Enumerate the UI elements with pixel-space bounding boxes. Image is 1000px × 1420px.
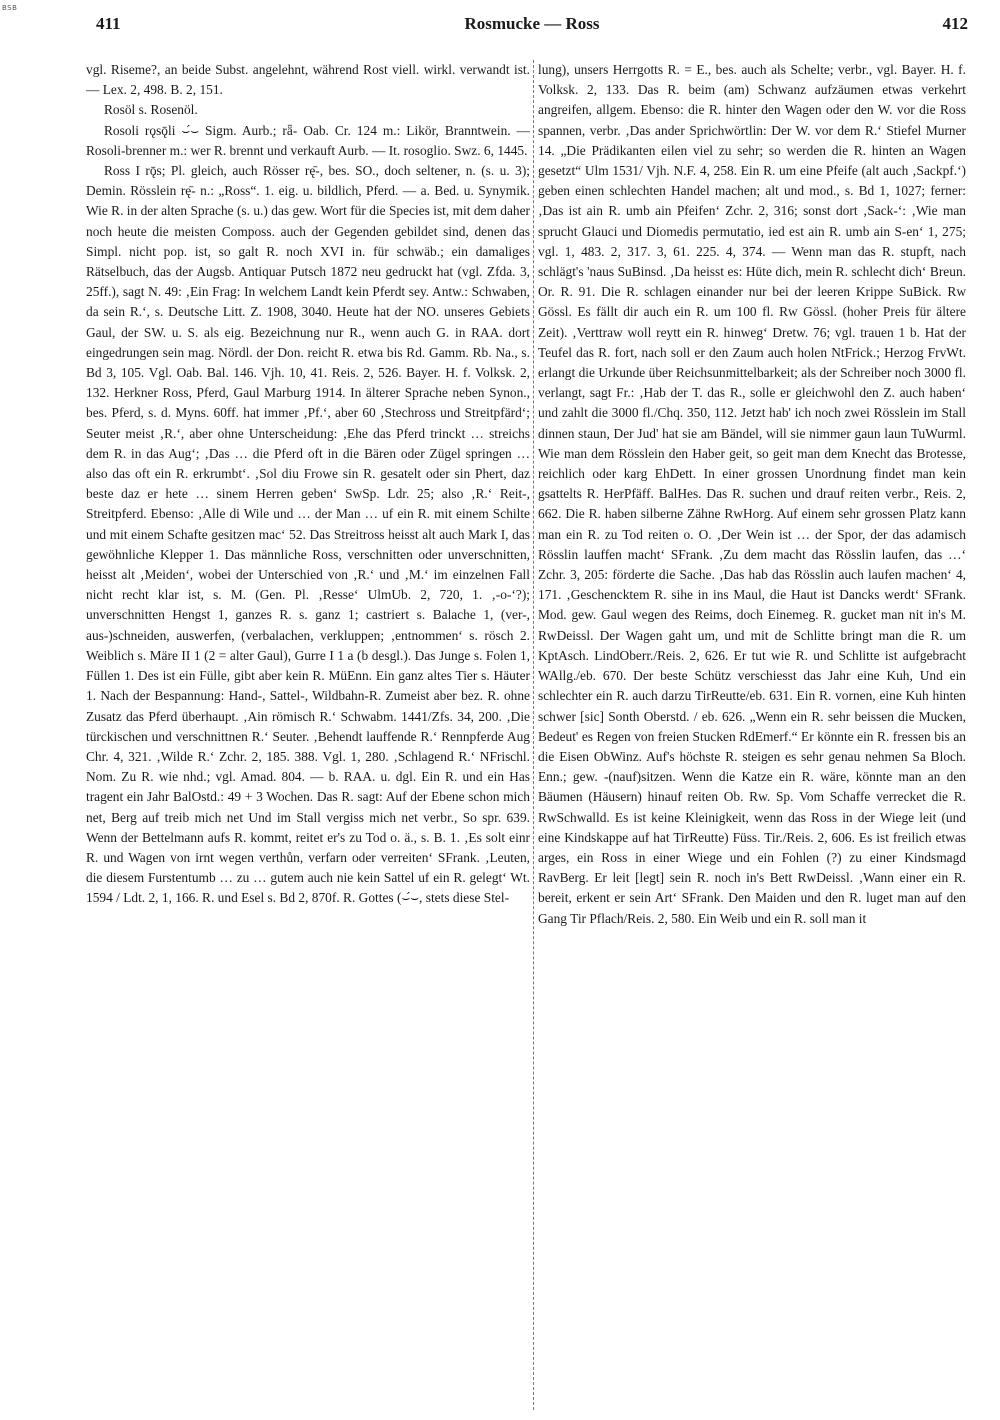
page-number-left: 411	[96, 14, 121, 33]
entry-rosol: Rosöl s. Rosenöl.	[104, 102, 198, 118]
entry-ross: Ross I rǭs; Pl. gleich, auch Rösser rę̄-, bes. SO., doch seltener, n. (s. u. 3); Demin. Rösslein rę̄- n.: „Ross“. 1. eig. u. bildlich, Pferd. — a. Bed. u. Synymik. Wie R. in der alten Sprache (s. u.) das gew. Wort für die Species ist, mit dem daher noch heute die meisten Composs. auch der Gegenden gebildet sind, denen das Simpl. nicht pop. ist, so galt R. noch XVI in. für schwäb.; ein damaliges Rätselbuch, das der Augsb. Antiquar Putsch 1872 neu gedruckt hat (vgl. Zfda. 3, 25ff.), sagt N. 49: ‚Ein Frag: In welchem Landt kein Pferdt sey. Antw.: Schwaben, da sein R.‘, s. Deutsche Litt. Z. 1908, 3040. Heute hat der NO. unseres Gebiets Gaul, der SW. u. S. als eig. Bezeichnung nur R., wenn auch G. in RAA. dort eingedrungen sein mag. Nördl. der Don. reicht R. etwa bis Rd. Gamm. Rb. Na., s. Bd 3, 105. Vgl. Oab. Bal. 146. Vjh. 10, 41. Reis. 2, 526. Bayer. H. f. Volksk. 2, 132. Herkner Ross, Pferd, Gaul Marburg 1914. In älterer Sprache neben Synon., bes. Pferd, s. d. Myns. 60ff. hat immer ‚Pf.‘, aber 60 ‚Stechross und Streitpfärd‘; Seuter meist ‚R.‘, aber ohne Unterscheidung: ‚Ehe das Pferd trinckt … streichs dem R. in das Aug‘; ‚Das … die Pferd oft in die Bären oder Zügel springen … also das oft ein R. erkrumbt‘. ‚Sol diu Frowe sin R. gesatelt oder sin Phert, daz beste daz er hete … sinem Herren geben‘ SwSp. Ldr. 25; also ‚R.‘ Reit-, Streitpferd. Ebenso: ‚Alle di Wile und … der Man … uf ein R. mit einem Schilte und mit einem Schafte gesitzen mac‘ 52. Das Streitross heisst alt auch Mark I, das gewöhnliche Klepper 1. Das männliche Ross, verschnitten oder unverschnitten, heisst alt ‚Meiden‘, wobei der Unterschied von ‚R.‘ und ‚M.‘ im einzelnen Fall nicht recht klar ist, s. M. (Gen. Pl. ‚Resse‘ UlmUb. 2, 720, 1. ‚-o-‘?); unverschnitten Hengst 1, ganzes R. s. ganz 1; castriert s. Balache 1, (ver-, aus-)schneiden, auswerfen, (verbalachen, verkluppen; ‚entnommen‘ s. rösch 2. Weiblich s. Märe II 1 (2 = alter Gaul), Gurre I 1 a (b desgl.). Das Junge s. Folen 1, Füllen 1. Des ist ein Fülle, gibt aber kein R. MüEnn. Ein ganz altes Tier s. Häuter 1. Nach der Bespannung: Hand-, Sattel-, Wildbahn-R. Zumeist aber bez. R. ohne Zusatz das Pferd überhaupt. ‚Ain römisch R.‘ Schwabm. 1441/Zfs. 34, 200. ‚Die türckischen und verschnittnen R.‘ Seuter. ‚Behendt lauffende R.‘ Rennpferde Aug Chr. 4, 321. ‚Wilde R.‘ Zchr. 2, 185. 388. Vgl. 1, 280. ‚Schlagend R.‘ NFrischl. Nom. Zu R. wie nhd.; vgl. Amad. 804. — b. RAA. u. dgl. Ein R. und ein Has tragent ein Jahr BalOstd.: 49 + 3 Wochen. Das R. sagt: Auf der Ebene schon mich net, Berg auf treib mich net Und im Stall vergiss mich net verbr., So spr. 639. Wenn der Bettelmann aufs R. kommt, reitet er's zu Tod o. ä., s. B. 1. ‚Es solt einr R. und Wagen von irnt wegen verthůn, verfarn oder verreiten‘ SFrank. ‚Leuten, die diesem Furstentumb … zu … gutem auch nie kein Sattel uf ein R. gelegt‘ Wt. 1594 / Ldt. 2, 1, 166. R. und Esel s. Bd 2, 870f. R. Gottes (⌣́⌣, stets diese Stel-	[86, 163, 530, 906]
running-title: Rosmucke — Ross	[464, 14, 600, 33]
page-header	[96, 14, 968, 36]
entry-text: vgl. Riseme?, an beide Subst. angelehnt, während Rost viell. wirkl. verwandt ist. — Lex. 2, 498. B. 2, 151.	[86, 62, 530, 98]
column-divider	[533, 60, 534, 1410]
page-number-right: 412	[942, 14, 968, 33]
left-column	[86, 60, 530, 1410]
right-column	[538, 60, 966, 1410]
entry-rosoli: Rosoli rǫsǭli ⌣́⌣ Sigm. Aurb.; rǟ- Oab. Cr. 124 m.: Likör, Branntwein. — Rosoli-brenner m.: wer R. brennt und verkauft Aurb. — It. rosoglio. Swz. 6, 1445.	[86, 122, 530, 158]
library-stamp: BSB	[2, 4, 18, 12]
entry-text: lung), unsers Herrgotts R. = E., bes. auch als Schelte; verbr., vgl. Bayer. H. f. Volksk. 2, 133. Das R. beim (am) Schwanz aufzäumen etwas verkehrt angreifen, allgem. Ebenso: die R. hinter den Wagen oder den W. vor die Ross spannen, verbr. ‚Das ander Sprichwörtlin: Der W. vor dem R.‘ Stiefel Murner 14. „Die Prädikanten eilen viel zu sehr; so werden die R. hinten an Wagen gesetzt“ Ulm 1531/ Vjh. N.F. 4, 258. Ein R. um eine Pfeife (alt auch ‚Sackpf.‘) geben einen schlechten Handel machen; alt und mod., s. Bd 1, 1027; ferner: ‚Das ist ain R. umb ain Pfeifen‘ Zchr. 2, 316; sonst dort ‚Sack-‘: ‚Wie man sprucht Glauci und Diomedis permutatio, ied est ain R. umb ain S-en‘ 1, 275; vgl. 1, 483. 2, 317. 3, 61. 225. 4, 374. — Wenn man das R. stupft, nach schlägt's 'naus SuBinsd. ‚Da heisst es: Hüte dich, mein R. schlecht dich‘ Breun. Or. R. 91. Die R. schlagen einander nur bei der leeren Krippe SuBick. Rw Gössl. Es fällt dir auch ein R. um 100 fl. Rw Gössl. (hoher Preis für ältere Zeit). ‚Verttraw woll reytt ein R. hinweg‘ Dretw. 76; vgl. trauen 1 b. Hat der Teufel das R. fort, nach soll er den Zaum auch holen NtFrick.; Herzog FrvWt. erlangt die Urkunde über Reichsunmittelbarkeit; als der Schreiber noch 3000 fl. verlangt, sagt Fr.: ‚Hab der T. das R., solle er gleichwohl den Z. auch haben‘ und zahlt die 3000 fl./Chq. 350, 112. Jetzt hab' ich noch zwei Rösslein im Stall dinnen staun, Der Jud' hat sie am Bändel, will sie nimmer gaun laun TuWurml. Wie man dem Rösslein den Haber geit, so geit man dem Knecht das Brotesse, reichlich oder karg EhDett. In einer grossen Unordnung findet man kein gsattelts R. HerPfäff. BalHes. Das R. suchen und drauf reiten verbr., Reis. 2, 662. Die R. haben silberne Zähne RwHorg. Auf einem sehr grossen Platz kann man ein R. zu Tod reiten o. O. ‚Der Wein ist … der Spor, der das adamisch Rösslin lauffen macht‘ SFrank. ‚Zu dem macht das Rösslin laufen, das …‘ Zchr. 3, 205: förderte die Sache. ‚Das hab das Rösslin auch laufen machen‘ 4, 171. ‚Geschencktem R. sihe in ins Maul, die Haut ist Dancks werdt‘ SFrank. Mod. gew. Gaul wegen des Reims, doch Einemeg. R. gucket man nit in's M. RwDeissl. Der Wagen gaht um, und mit de Schlitte bringt man die R. um KptAsch. LindOberr./Reis. 2, 626. Er tut wie R. und Schlitte ist aufgebracht WAllg./eb. 670. Der beste Schütz verschiesst das Jahr eine Kuh, Und ein schlechter ein R. auch darzu TirReutte/eb. 631. Ein R. vornen, eine Kuh hinten schwer [sic] Sonth Oberstd. / eb. 626. „Wenn ein R. sehr beissen die Mucken, Bedeut' es Regen von freien Stucken RdEmerf.“ Er könnte ein R. fressen bis an die Eisen ObWinz. Auf's höchste R. steigen es sehr genau nehmen Sa Bloch. Enn.; gew. -(nauf)sitzen. Wenn die Katze ein R. wäre, könnte man an den Bäumen (Häusern) hinauf reiten Ob. Rw. Sp. Vom Schaffe verrecket die R. RwSchwalld. Es ist keine Kleinigkeit, wenn das Ross in der Wiege leit (und eine Kindskappe auf hat TirReutte) Füss. Tir./Reis. 2, 606. Es ist freilich etwas arges, ein Ross in einer Wiege und ein Fohlen (?) zu einer Kindsmagd RavBerg. Er leit [legt] sein R. noch in's Bett RwDeissl. ‚Wann einer ein R. bereit, erkent er sein Art‘ SFrank. Den Maiden und den R. luget man auf den Gang Tir Pflach/Reis. 2, 580. Ein Weib und ein R. soll man it	[538, 62, 966, 926]
